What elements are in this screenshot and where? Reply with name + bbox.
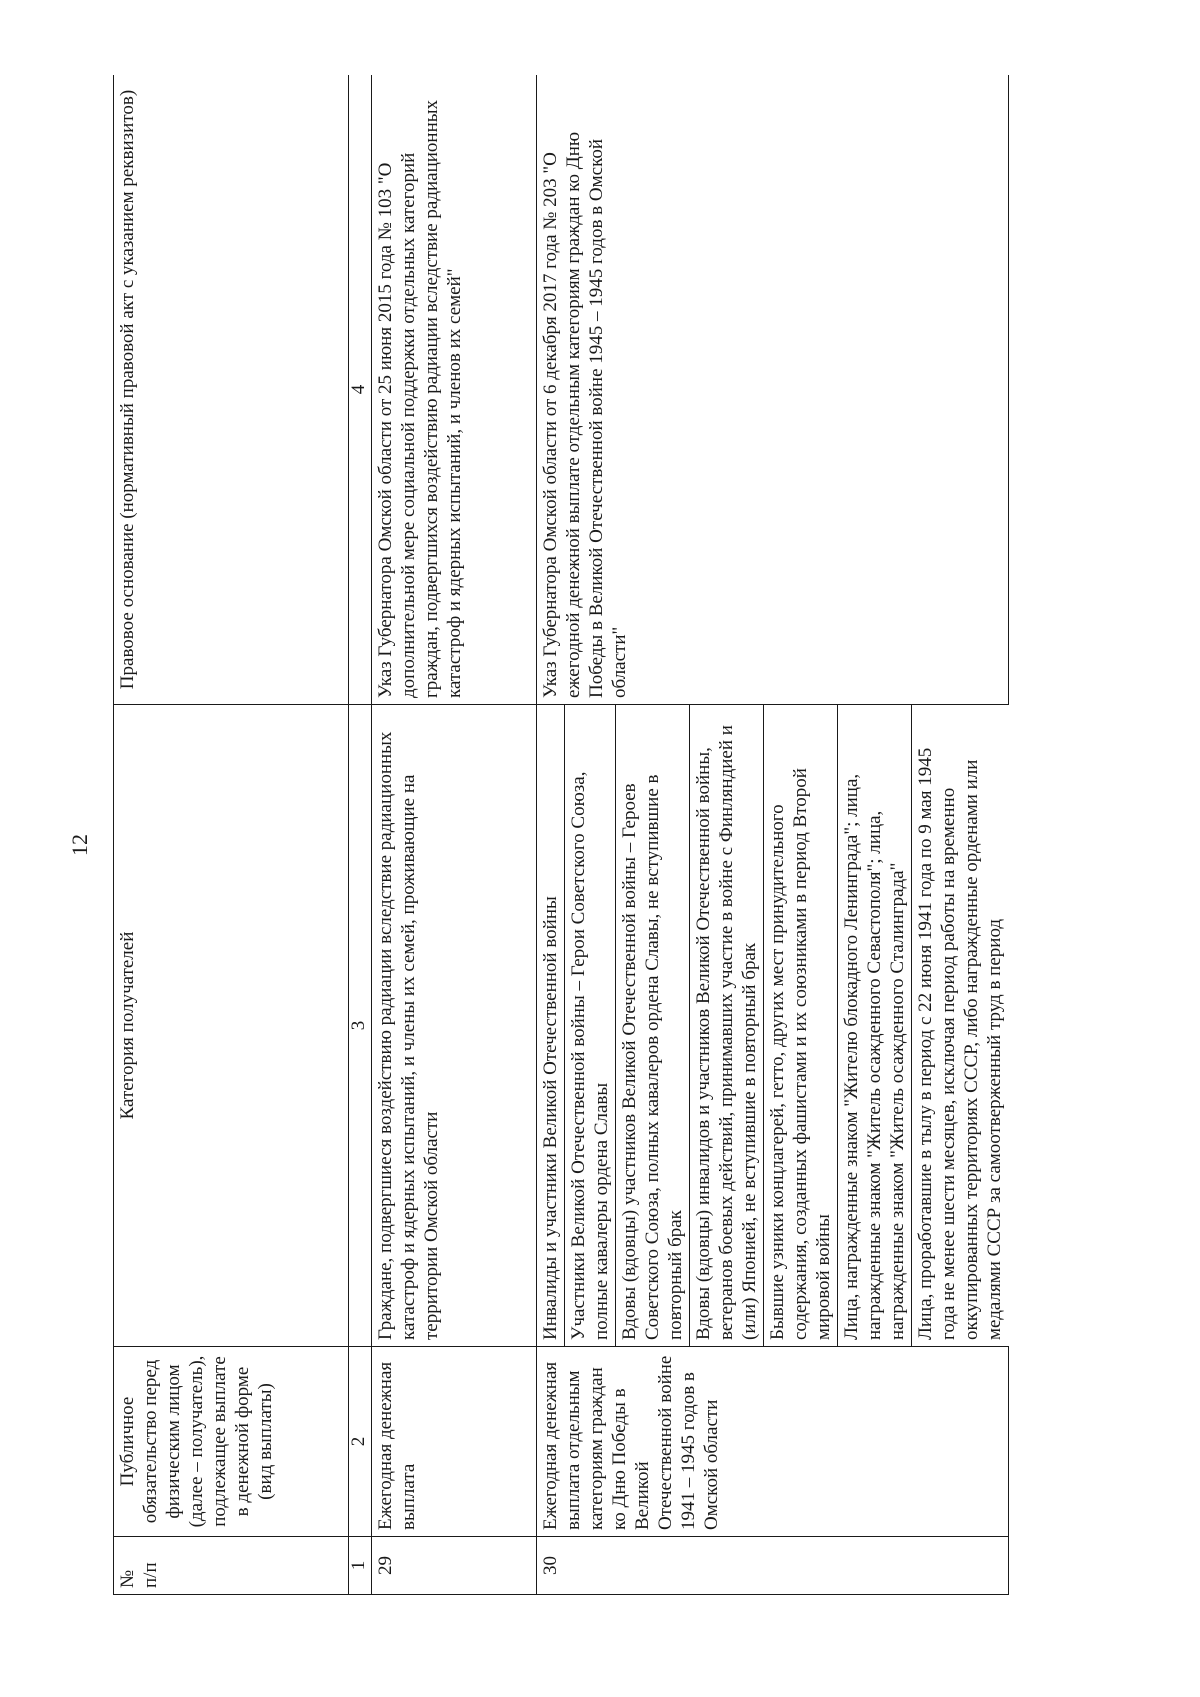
colnum-2: 2 [349, 1347, 372, 1537]
row30-category-1: Инвалиды и участники Великой Отечественной войны [537, 705, 565, 1347]
page-number: 12 [67, 834, 92, 856]
row30-category-7: Лица, проработавшие в тылу в период с 22 июня 1941 года по 9 мая 1945 года не менее шести месяцев, исключая период работы на временно оккупированных территориях СССР, либо награжденные орденами или медалями СССР за самоотверженный труд в период [912, 705, 1009, 1347]
row29-category: Граждане, подвергшиеся воздействию радиации вследствие радиационных катастроф и ядерных испытаний, и члены их семей, проживающие на территории Омской области [372, 705, 537, 1347]
header-row [114, 75, 349, 1595]
header-category: Категория получателей [114, 705, 349, 1347]
row30-num: 30 [537, 1537, 1009, 1595]
row30-payment: Ежегодная денежная выплата отдельным категориям граждан ко Дню Победы в Великой Отечественной войне 1941 – 1945 годов в Омской области [537, 1347, 1009, 1537]
colnum-3: 3 [349, 705, 372, 1347]
row30-legal: Указ Губернатора Омской области от 6 декабря 2017 года № 203 "О ежегодной денежной выплате отдельным категориям граждан ко Дню Победы в Великой Отечественной войне 1945 – 1945 годов в Омской области" [537, 75, 1009, 705]
row30-category-3: Вдовы (вдовцы) участников Великой Отечественной войны – Героев Советского Союза, полных кавалеров ордена Славы, не вступившие в повторный брак [616, 705, 690, 1347]
obligations-table [113, 75, 1009, 1595]
table-row-30-a [537, 75, 565, 1595]
rotated-sheet [113, 75, 1148, 1595]
row30-category-2: Участники Великой Отечественной войны – Герои Советского Союза, полные кавалеры ордена Славы [565, 705, 616, 1347]
colnum-1: 1 [349, 1537, 372, 1595]
column-number-row [349, 75, 372, 1595]
row29-legal: Указ Губернатора Омской области от 25 июня 2015 года № 103 "О дополнительной мере социальной поддержки отдельных категорий граждан, подвергшихся воздействию радиации вследствие радиационных катастроф и ядерных испытаний, и членов их семей" [372, 75, 537, 705]
row30-category-6: Лица, награжденные знаком "Жителю блокадного Ленинграда"; лица, награжденные знаком "Житель осажденного Севастополя"; лица, награжденные знаком "Житель осажденного Сталинграда" [838, 705, 912, 1347]
table-row-29 [372, 75, 537, 1595]
landscape-content [113, 75, 1148, 1595]
row29-num: 29 [372, 1537, 537, 1595]
colnum-4: 4 [349, 75, 372, 705]
header-num: № п/п [114, 1537, 349, 1595]
row29-payment: Ежегодная денежная выплата [372, 1347, 537, 1537]
row30-category-5: Бывшие узники концлагерей, гетто, других мест принудительного содержания, созданных фашистами и их союзниками в период Второй мировой войны [764, 705, 838, 1347]
header-legal: Правовое основание (нормативный правовой акт с указанием реквизитов) [114, 75, 349, 705]
header-payment: Публичное обязательство перед физическим лицом (далее – получатель), подлежащее выплате в денежной форме (вид выплаты) [114, 1347, 349, 1537]
row30-category-4: Вдовы (вдовцы) инвалидов и участников Великой Отечественной войны, ветеранов боевых действий, принимавших участие в войне с Финляндией и (или) Японией, не вступившие в повторный брак [690, 705, 764, 1347]
